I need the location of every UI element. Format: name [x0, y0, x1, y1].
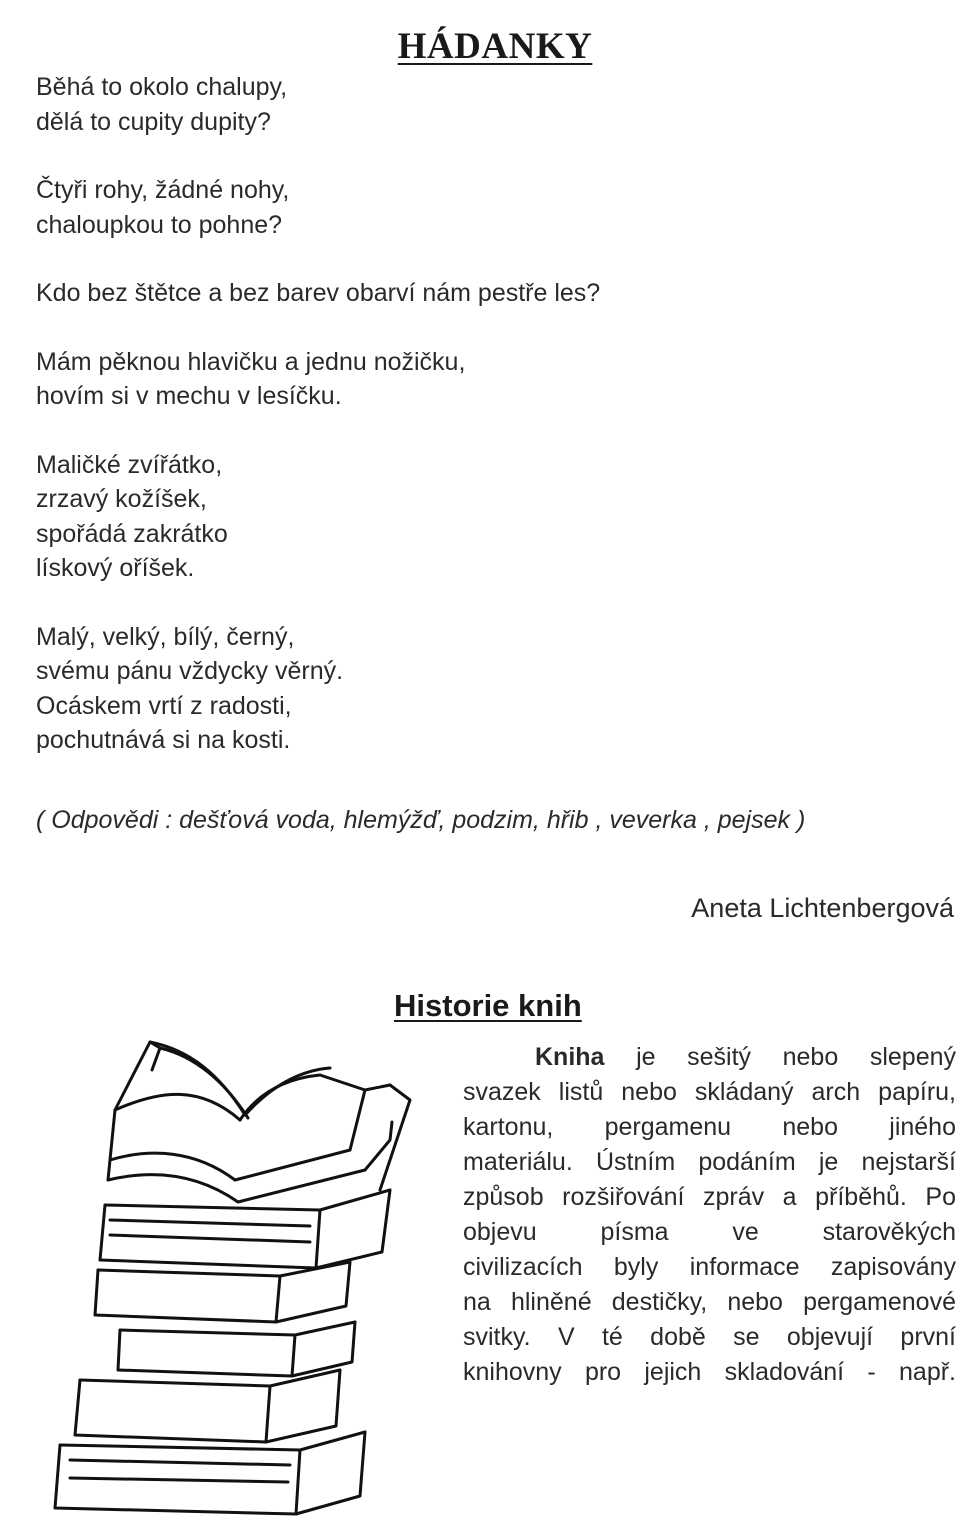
riddle-line: pochutnává si na kosti.	[36, 726, 291, 754]
riddle-line: hovím si v mechu v lesíčku.	[36, 382, 342, 410]
stack-of-books-icon	[20, 1030, 440, 1516]
riddle-line: svému pánu vždycky věrný.	[36, 657, 344, 685]
article-line: způsob rozšiřování zpráv a příběhů. Po	[463, 1183, 956, 1211]
riddle-line: spořádá zakrátko	[36, 519, 228, 548]
riddle-line: zrzavý kožíšek,	[36, 485, 207, 513]
article-line: kartonu, pergamenu nebo jiného	[463, 1113, 956, 1141]
riddle-line: chaloupkou to pohne?	[36, 210, 283, 239]
riddle-line: Maličké zvířátko,	[36, 450, 223, 479]
riddle-line: Běhá to okolo chalupy,	[36, 73, 288, 101]
section-title: Historie knih	[394, 987, 582, 1023]
article-line: materiálu. Ústním podáním je nejstarší	[463, 1148, 956, 1176]
riddle	[36, 345, 916, 414]
riddle-line: dělá to cupity dupity?	[36, 107, 271, 136]
page-title: HÁDANKY	[397, 25, 593, 67]
riddle-line: Mám pěknou hlavičku a jednu nožičku,	[36, 347, 466, 376]
author-name: Aneta Lichtenbergová	[691, 893, 954, 923]
riddle-line: Ocáskem vrtí z radosti,	[36, 691, 292, 720]
article-text	[463, 1040, 956, 1390]
article-line: na hliněné destičky, nebo pergamenové	[463, 1288, 956, 1316]
article-line: svazek listů nebo skládaný arch papíru,	[463, 1078, 956, 1106]
article-line-text: je sešitý nebo slepený	[636, 1043, 957, 1071]
riddles-block	[36, 70, 916, 758]
riddle	[36, 70, 916, 139]
riddle-line: Kdo bez štětce a bez barev obarví nám pestře les?	[36, 279, 601, 307]
riddle	[36, 276, 916, 311]
riddle-line: lískový oříšek.	[36, 554, 195, 582]
riddle	[36, 173, 916, 242]
riddle-line: Malý, velký, bílý, černý,	[36, 622, 295, 651]
riddle	[36, 448, 916, 586]
riddle	[36, 620, 916, 758]
article-line: knihovny pro jejich skladování - např.	[463, 1358, 956, 1386]
article-line: svitky. V té době se objevují první	[463, 1323, 956, 1351]
article-line: civilizacích byly informace zapisovány	[463, 1253, 956, 1281]
riddle-line: Čtyři rohy, žádné nohy,	[36, 176, 290, 204]
article-line	[463, 1040, 956, 1075]
article-line: objevu písma ve starověkých	[463, 1218, 956, 1246]
riddle-answers: ( Odpovědi : dešťová voda, hlemýžď, podzim, hřib , veverka , pejsek )	[36, 806, 806, 834]
article-lead-word: Kniha	[535, 1043, 605, 1071]
